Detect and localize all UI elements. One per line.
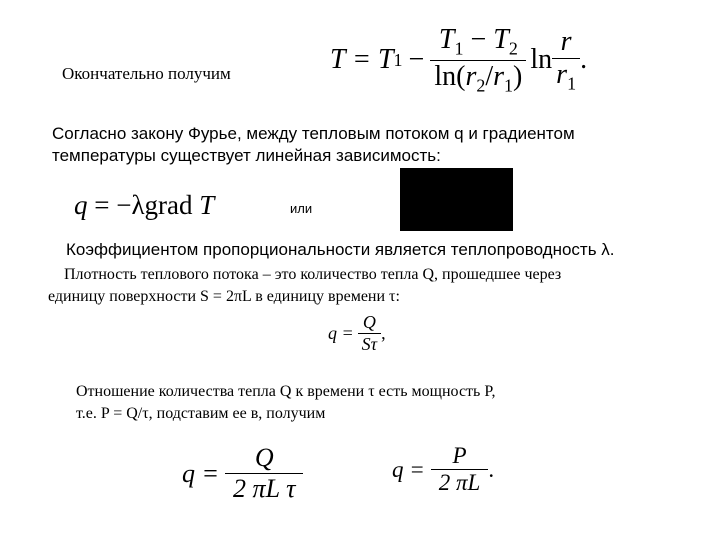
or-label: или: [290, 201, 313, 216]
fourier-line-1: Согласно закону Фурье, между тепловым потоком q и градиентом: [52, 124, 575, 143]
formula-T-lhs-sub: 1: [393, 49, 403, 70]
formula-T-fraction2: [552, 26, 580, 95]
bottom-right-formula: [392, 443, 494, 496]
grad-formula-lhs: q: [74, 190, 88, 220]
formula-T-den-ln: ln: [434, 60, 457, 92]
qS-tail: ,: [381, 323, 386, 343]
br-den: 2 πL: [431, 469, 489, 496]
grad-formula-body: = −λgrad: [87, 190, 200, 220]
fourier-line-2: температуры существует линейная зависимость:: [52, 146, 441, 165]
br-fraction: [431, 443, 489, 496]
formula-T-num-a: T: [438, 24, 455, 55]
formula-T-den-r2: r: [465, 60, 477, 92]
qS-lhs: q =: [328, 323, 354, 343]
bottom-left-formula: [182, 443, 303, 504]
grad-formula-T: T: [199, 190, 215, 220]
formula-T-num-b: T: [493, 24, 509, 55]
formula-T-minus: −: [408, 44, 425, 76]
formula-T-frac2-den-sub: 1: [567, 73, 577, 94]
formula-T-num-minus: −: [470, 24, 487, 55]
conductivity-sentence: Коэффициентом пропорциональности является теплопроводность λ.: [66, 240, 615, 259]
formula-T-den-r1-sub: 1: [504, 75, 514, 96]
formula-T-den-slash: /: [485, 60, 494, 92]
qS-fraction: [358, 312, 381, 355]
formula-T-fraction: $\frac{T_1 - T_2}{\ln(r_2/r_1)}$: [430, 24, 526, 96]
temperature-formula: [330, 24, 587, 96]
fourier-law-formula: [74, 190, 214, 221]
formula-T-frac2-den: r: [556, 58, 568, 90]
formula-T-num-b-sub: 2: [508, 38, 518, 59]
power-line-2: т.е. P = Q/τ, подставим ее в, получим: [76, 405, 326, 422]
density-line-1: Плотность теплового потока – это количество тепла Q, прошедшее через: [64, 266, 562, 283]
formula-T-den-r2-sub: 2: [476, 75, 486, 96]
formula-T-num-a-sub: 1: [454, 38, 464, 59]
formula-T-period: .: [580, 44, 588, 76]
finally-label: Окончательно получим: [62, 64, 231, 83]
formula-T-den-r1: r: [493, 60, 505, 92]
power-line-1: Отношение количества тепла Q к времени τ есть мощность P,: [76, 383, 496, 400]
qS-num: Q: [362, 312, 376, 332]
br-num: P: [452, 443, 467, 468]
flux-density-formula: [328, 312, 386, 355]
br-tail: .: [488, 456, 495, 482]
bl-num: Q: [254, 443, 274, 472]
qS-den: Sτ: [358, 333, 381, 355]
density-line-2: единицу поверхности S = 2πL в единицу времени τ:: [48, 288, 400, 305]
black-image-box: [400, 168, 513, 231]
bl-den: 2 πL τ: [225, 473, 303, 504]
br-lhs: q =: [392, 456, 425, 482]
formula-T-lhs: T = T: [330, 44, 394, 76]
bl-lhs: q =: [182, 458, 220, 488]
bl-fraction: [225, 443, 303, 504]
formula-T-ln: ln: [530, 44, 553, 76]
formula-T-frac2-num: r: [560, 25, 572, 57]
